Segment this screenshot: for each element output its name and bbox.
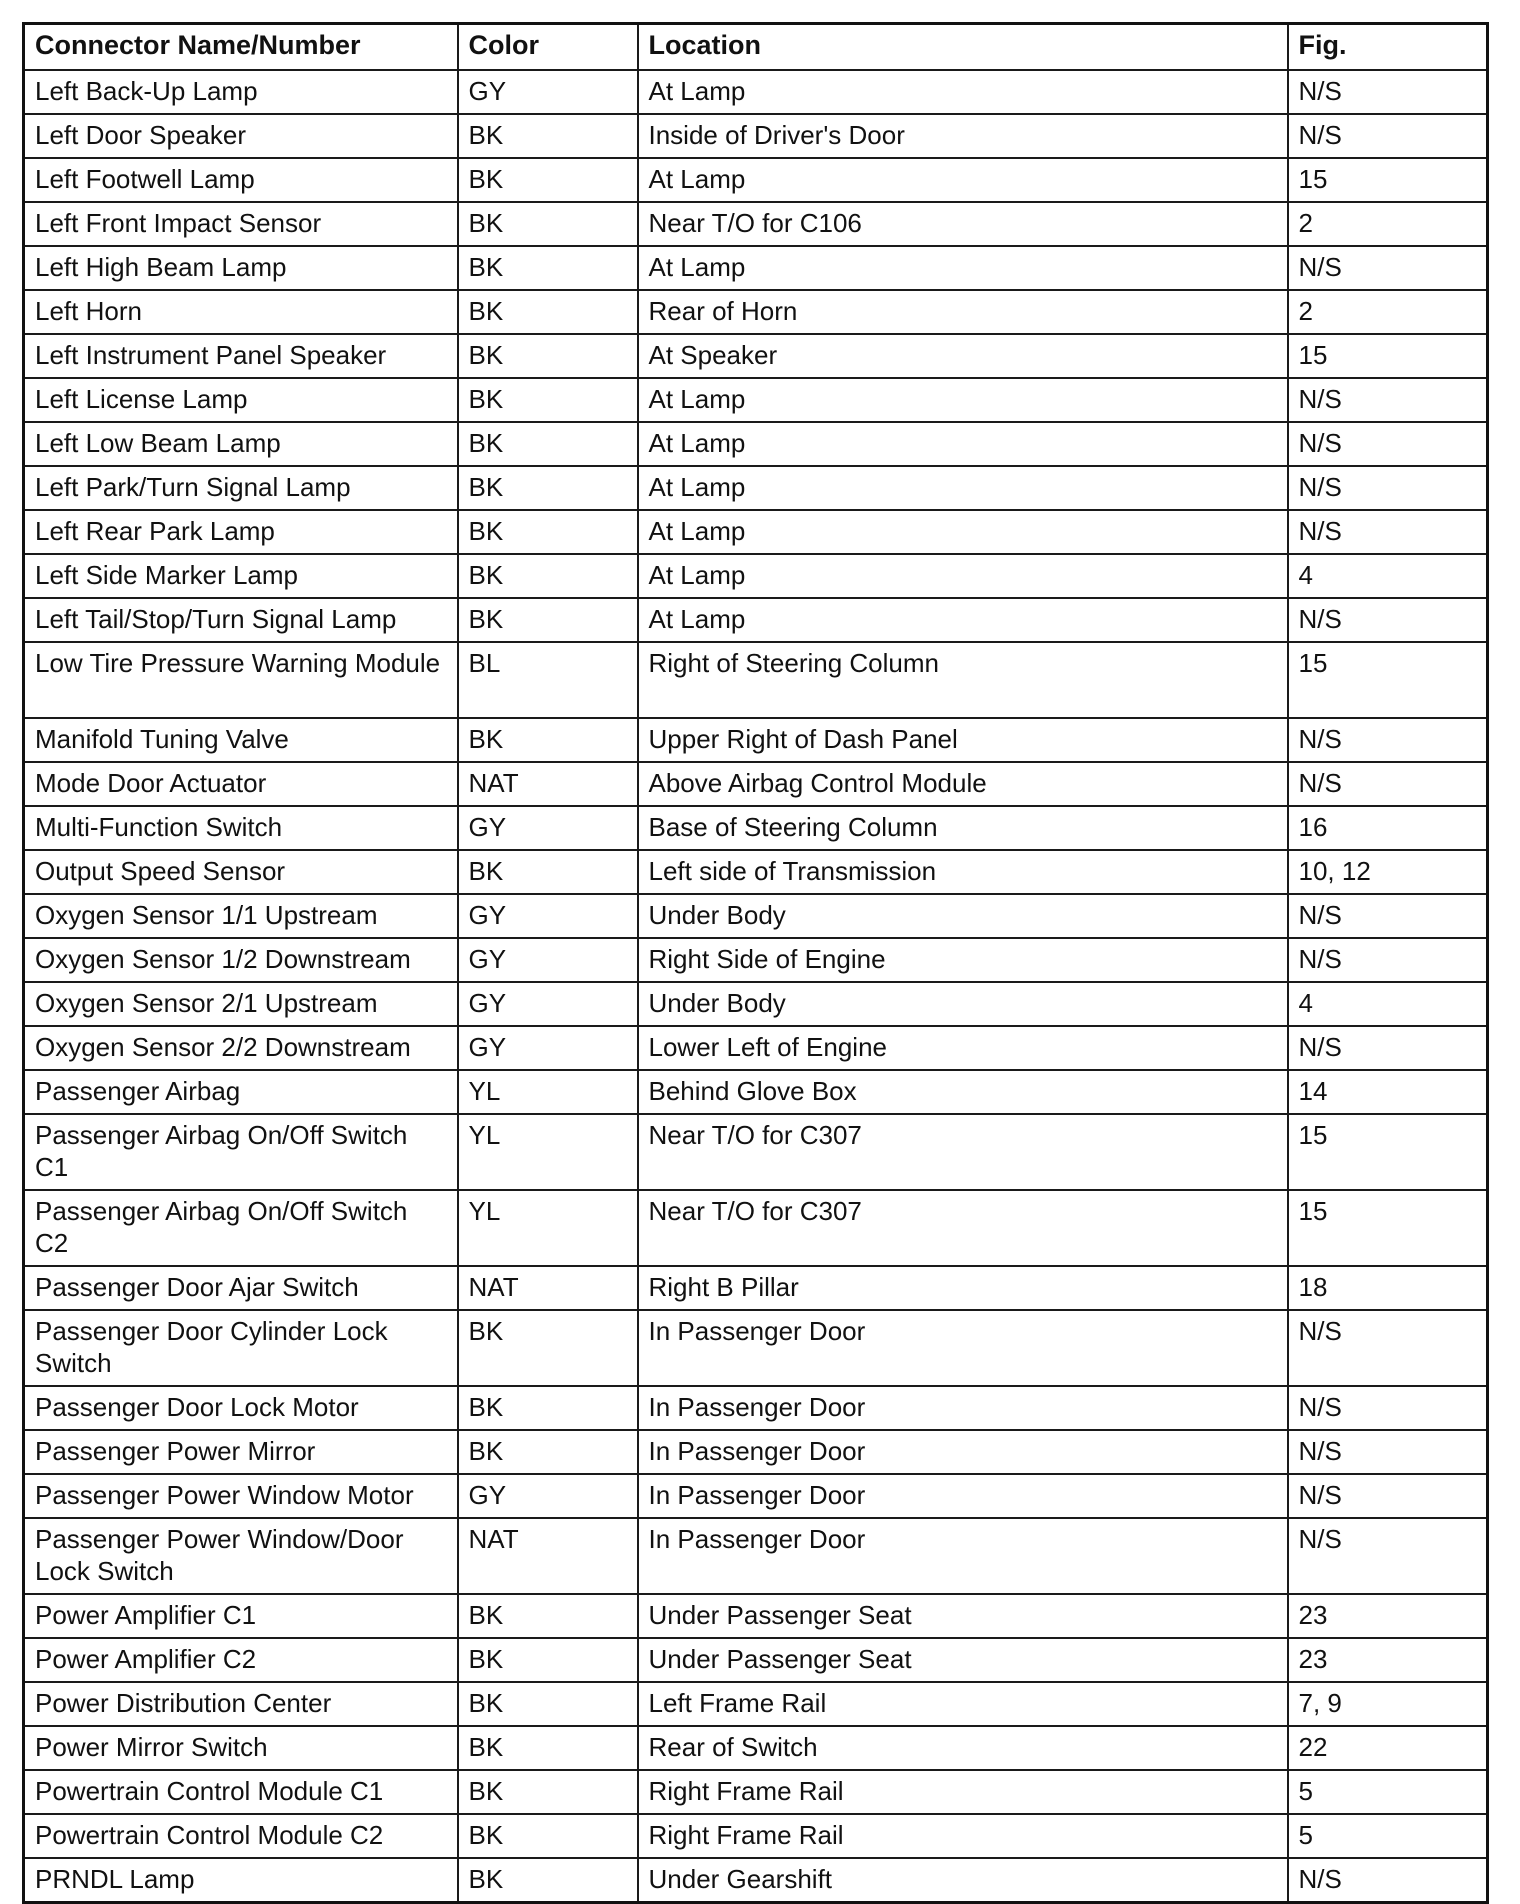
cell-fig: 22 [1288, 1726, 1488, 1770]
cell-connector-name: Power Amplifier C1 [24, 1594, 458, 1638]
cell-fig: N/S [1288, 598, 1488, 642]
header-row [24, 24, 1488, 71]
table-row [24, 718, 1488, 762]
cell-color: BK [458, 1386, 638, 1430]
cell-connector-name: PRNDL Lamp [24, 1858, 458, 1903]
cell-color: BK [458, 334, 638, 378]
cell-location: Rear of Switch [638, 1726, 1288, 1770]
table-row [24, 510, 1488, 554]
cell-fig: 4 [1288, 982, 1488, 1026]
cell-location: Under Body [638, 982, 1288, 1026]
cell-fig: 15 [1288, 158, 1488, 202]
cell-location: In Passenger Door [638, 1518, 1288, 1594]
cell-color: GY [458, 894, 638, 938]
cell-location: In Passenger Door [638, 1310, 1288, 1386]
cell-color: BK [458, 246, 638, 290]
cell-fig: N/S [1288, 422, 1488, 466]
table-row [24, 1310, 1488, 1386]
cell-connector-name: Powertrain Control Module C2 [24, 1814, 458, 1858]
cell-location: Near T/O for C106 [638, 202, 1288, 246]
cell-connector-name: Passenger Door Cylinder Lock Switch [24, 1310, 458, 1386]
cell-fig: N/S [1288, 762, 1488, 806]
cell-location: In Passenger Door [638, 1430, 1288, 1474]
cell-fig: N/S [1288, 510, 1488, 554]
cell-fig: N/S [1288, 466, 1488, 510]
cell-connector-name: Passenger Airbag [24, 1070, 458, 1114]
cell-fig: N/S [1288, 1386, 1488, 1430]
cell-fig: 15 [1288, 642, 1488, 718]
cell-color: GY [458, 70, 638, 114]
cell-fig: N/S [1288, 70, 1488, 114]
cell-connector-name: Power Mirror Switch [24, 1726, 458, 1770]
table-row [24, 1386, 1488, 1430]
cell-color: GY [458, 1474, 638, 1518]
header-connector-name: Connector Name/Number [24, 24, 458, 71]
cell-color: YL [458, 1114, 638, 1190]
cell-location: Near T/O for C307 [638, 1190, 1288, 1266]
cell-location: Inside of Driver's Door [638, 114, 1288, 158]
table-row [24, 850, 1488, 894]
cell-fig: N/S [1288, 378, 1488, 422]
table-row [24, 982, 1488, 1026]
table-row [24, 70, 1488, 114]
table-row [24, 598, 1488, 642]
cell-location: Above Airbag Control Module [638, 762, 1288, 806]
cell-connector-name: Power Distribution Center [24, 1682, 458, 1726]
cell-color: GY [458, 982, 638, 1026]
cell-location: At Lamp [638, 70, 1288, 114]
cell-connector-name: Left Rear Park Lamp [24, 510, 458, 554]
cell-color: BK [458, 1814, 638, 1858]
cell-connector-name: Passenger Airbag On/Off Switch C2 [24, 1190, 458, 1266]
cell-color: BK [458, 1682, 638, 1726]
table-row [24, 334, 1488, 378]
cell-location: Left Frame Rail [638, 1682, 1288, 1726]
cell-connector-name: Oxygen Sensor 1/1 Upstream [24, 894, 458, 938]
cell-fig: N/S [1288, 1858, 1488, 1903]
cell-fig: 15 [1288, 1190, 1488, 1266]
cell-connector-name: Powertrain Control Module C1 [24, 1770, 458, 1814]
cell-location: Right Side of Engine [638, 938, 1288, 982]
cell-location: Under Passenger Seat [638, 1594, 1288, 1638]
cell-color: BK [458, 422, 638, 466]
cell-location: Behind Glove Box [638, 1070, 1288, 1114]
cell-location: At Lamp [638, 598, 1288, 642]
table-row [24, 1726, 1488, 1770]
cell-location: Under Gearshift [638, 1858, 1288, 1903]
cell-connector-name: Left High Beam Lamp [24, 246, 458, 290]
cell-location: At Speaker [638, 334, 1288, 378]
cell-fig: N/S [1288, 1518, 1488, 1594]
cell-color: BK [458, 466, 638, 510]
cell-connector-name: Left License Lamp [24, 378, 458, 422]
cell-color: BK [458, 1770, 638, 1814]
cell-connector-name: Left Low Beam Lamp [24, 422, 458, 466]
cell-connector-name: Left Tail/Stop/Turn Signal Lamp [24, 598, 458, 642]
cell-connector-name: Left Side Marker Lamp [24, 554, 458, 598]
table-row [24, 1858, 1488, 1903]
table-row [24, 202, 1488, 246]
cell-fig: N/S [1288, 1474, 1488, 1518]
cell-fig: 23 [1288, 1638, 1488, 1682]
cell-connector-name: Passenger Airbag On/Off Switch C1 [24, 1114, 458, 1190]
cell-color: BK [458, 718, 638, 762]
cell-color: BK [458, 290, 638, 334]
table-row [24, 1814, 1488, 1858]
cell-fig: 4 [1288, 554, 1488, 598]
table-row [24, 1026, 1488, 1070]
cell-location: Right of Steering Column [638, 642, 1288, 718]
table-row [24, 762, 1488, 806]
cell-color: YL [458, 1190, 638, 1266]
table-row [24, 378, 1488, 422]
cell-fig: N/S [1288, 894, 1488, 938]
cell-fig: 15 [1288, 1114, 1488, 1190]
table-row [24, 1638, 1488, 1682]
cell-color: BK [458, 850, 638, 894]
cell-location: At Lamp [638, 466, 1288, 510]
cell-connector-name: Oxygen Sensor 2/2 Downstream [24, 1026, 458, 1070]
cell-connector-name: Oxygen Sensor 2/1 Upstream [24, 982, 458, 1026]
cell-connector-name: Left Horn [24, 290, 458, 334]
header-color: Color [458, 24, 638, 71]
table-row [24, 1474, 1488, 1518]
cell-color: BK [458, 114, 638, 158]
cell-fig: N/S [1288, 1310, 1488, 1386]
cell-connector-name: Passenger Power Window Motor [24, 1474, 458, 1518]
cell-color: NAT [458, 1518, 638, 1594]
cell-connector-name: Mode Door Actuator [24, 762, 458, 806]
table-header [24, 24, 1488, 71]
cell-connector-name: Output Speed Sensor [24, 850, 458, 894]
cell-location: In Passenger Door [638, 1474, 1288, 1518]
cell-color: GY [458, 1026, 638, 1070]
header-fig: Fig. [1288, 24, 1488, 71]
cell-color: GY [458, 806, 638, 850]
cell-color: BK [458, 1726, 638, 1770]
cell-fig: 16 [1288, 806, 1488, 850]
table-row [24, 554, 1488, 598]
cell-color: BK [458, 1430, 638, 1474]
cell-location: At Lamp [638, 378, 1288, 422]
cell-fig: 15 [1288, 334, 1488, 378]
cell-location: Right Frame Rail [638, 1814, 1288, 1858]
cell-fig: 7, 9 [1288, 1682, 1488, 1726]
cell-fig: N/S [1288, 718, 1488, 762]
cell-fig: 2 [1288, 202, 1488, 246]
table-row [24, 158, 1488, 202]
cell-color: BK [458, 598, 638, 642]
cell-location: Under Passenger Seat [638, 1638, 1288, 1682]
cell-fig: N/S [1288, 1430, 1488, 1474]
cell-color: BK [458, 554, 638, 598]
cell-fig: 10, 12 [1288, 850, 1488, 894]
cell-connector-name: Low Tire Pressure Warning Module [24, 642, 458, 718]
cell-fig: N/S [1288, 1026, 1488, 1070]
cell-color: BK [458, 378, 638, 422]
table-body [24, 70, 1488, 1903]
cell-color: BK [458, 510, 638, 554]
cell-color: BL [458, 642, 638, 718]
cell-connector-name: Passenger Power Mirror [24, 1430, 458, 1474]
table-row [24, 1594, 1488, 1638]
cell-connector-name: Left Footwell Lamp [24, 158, 458, 202]
cell-fig: 5 [1288, 1770, 1488, 1814]
cell-fig: 23 [1288, 1594, 1488, 1638]
cell-connector-name: Passenger Power Window/Door Lock Switch [24, 1518, 458, 1594]
cell-location: At Lamp [638, 246, 1288, 290]
table-row [24, 1114, 1488, 1190]
table-row [24, 1518, 1488, 1594]
cell-connector-name: Multi-Function Switch [24, 806, 458, 850]
cell-connector-name: Passenger Door Lock Motor [24, 1386, 458, 1430]
cell-fig: 5 [1288, 1814, 1488, 1858]
cell-color: BK [458, 202, 638, 246]
table-row [24, 642, 1488, 718]
cell-connector-name: Passenger Door Ajar Switch [24, 1266, 458, 1310]
cell-color: YL [458, 1070, 638, 1114]
cell-location: Rear of Horn [638, 290, 1288, 334]
header-location: Location [638, 24, 1288, 71]
cell-fig: N/S [1288, 114, 1488, 158]
table-row [24, 894, 1488, 938]
cell-connector-name: Left Back-Up Lamp [24, 70, 458, 114]
table-row [24, 422, 1488, 466]
cell-fig: N/S [1288, 246, 1488, 290]
cell-location: At Lamp [638, 422, 1288, 466]
table-row [24, 1770, 1488, 1814]
cell-location: Near T/O for C307 [638, 1114, 1288, 1190]
cell-location: Lower Left of Engine [638, 1026, 1288, 1070]
table-row [24, 1682, 1488, 1726]
cell-location: Base of Steering Column [638, 806, 1288, 850]
cell-color: NAT [458, 1266, 638, 1310]
table-row [24, 290, 1488, 334]
cell-color: BK [458, 1310, 638, 1386]
cell-color: BK [458, 158, 638, 202]
cell-location: Upper Right of Dash Panel [638, 718, 1288, 762]
cell-location: At Lamp [638, 554, 1288, 598]
cell-location: At Lamp [638, 158, 1288, 202]
table-row [24, 1430, 1488, 1474]
cell-connector-name: Left Door Speaker [24, 114, 458, 158]
table-row [24, 938, 1488, 982]
table-row [24, 114, 1488, 158]
cell-connector-name: Power Amplifier C2 [24, 1638, 458, 1682]
cell-color: NAT [458, 762, 638, 806]
connector-table [22, 22, 1489, 1904]
cell-connector-name: Oxygen Sensor 1/2 Downstream [24, 938, 458, 982]
cell-color: GY [458, 938, 638, 982]
cell-location: In Passenger Door [638, 1386, 1288, 1430]
table-row [24, 246, 1488, 290]
table-row [24, 1070, 1488, 1114]
cell-fig: N/S [1288, 938, 1488, 982]
table-row [24, 806, 1488, 850]
cell-color: BK [458, 1638, 638, 1682]
table-row [24, 1190, 1488, 1266]
cell-fig: 2 [1288, 290, 1488, 334]
cell-location: Right Frame Rail [638, 1770, 1288, 1814]
cell-connector-name: Left Instrument Panel Speaker [24, 334, 458, 378]
cell-connector-name: Manifold Tuning Valve [24, 718, 458, 762]
table-row [24, 466, 1488, 510]
cell-fig: 14 [1288, 1070, 1488, 1114]
connector-table-container [22, 22, 1486, 1904]
cell-fig: 18 [1288, 1266, 1488, 1310]
table-row [24, 1266, 1488, 1310]
cell-location: Under Body [638, 894, 1288, 938]
cell-location: Left side of Transmission [638, 850, 1288, 894]
cell-location: At Lamp [638, 510, 1288, 554]
cell-color: BK [458, 1858, 638, 1903]
cell-color: BK [458, 1594, 638, 1638]
cell-location: Right B Pillar [638, 1266, 1288, 1310]
cell-connector-name: Left Park/Turn Signal Lamp [24, 466, 458, 510]
cell-connector-name: Left Front Impact Sensor [24, 202, 458, 246]
